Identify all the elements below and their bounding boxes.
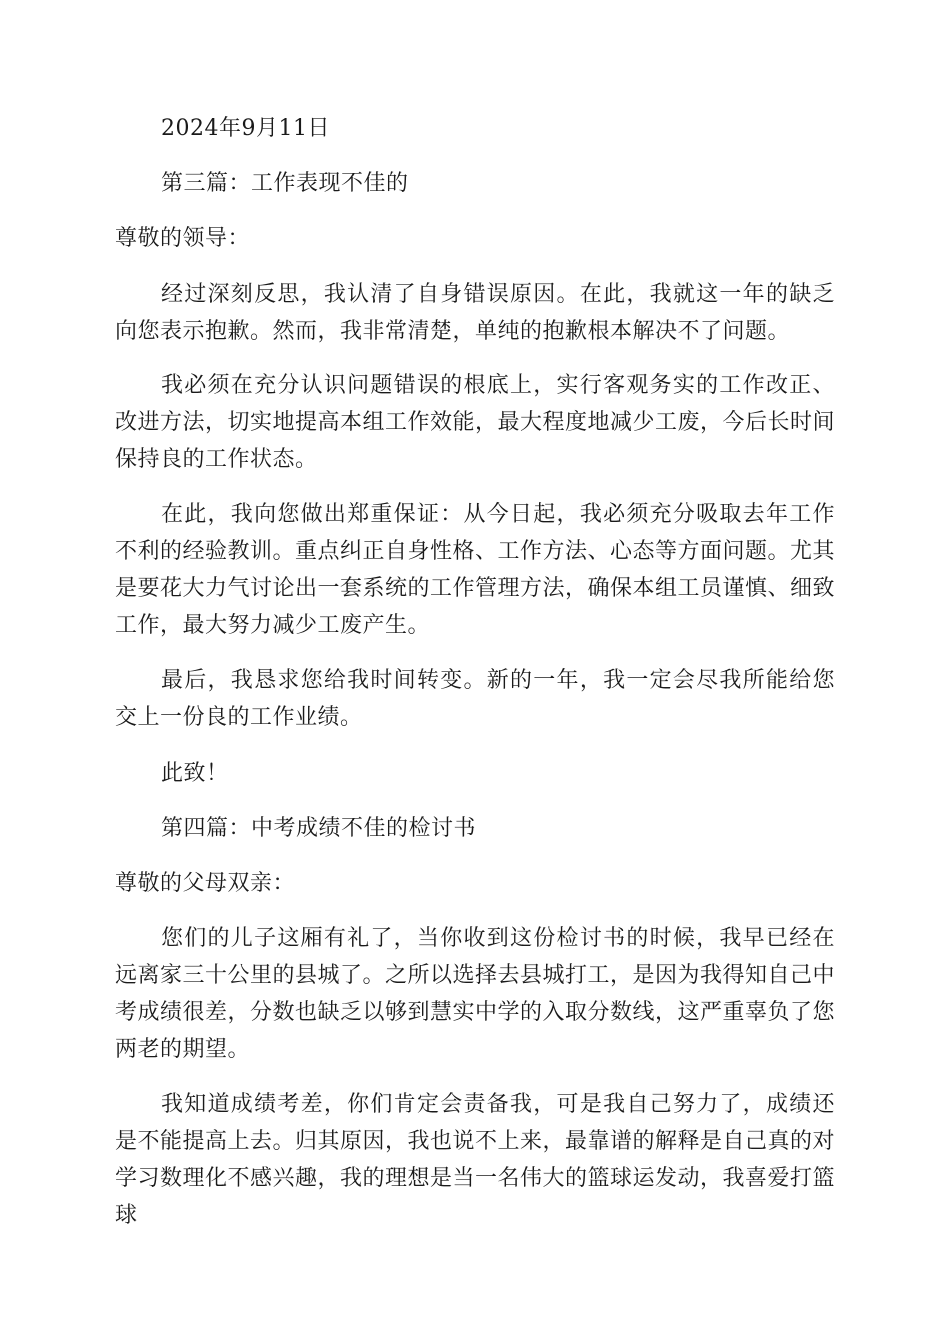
document-date: 2024年9月11日 (161, 116, 330, 141)
section3-paragraph-1: 经过深刻反思，我认清了自身错误原因。在此，我就这一年的缺乏向您表示抱歉。然而，我非常清楚，单纯的抱歉根本解决不了问题。 (115, 282, 835, 344)
section3-title: 第三篇：工作表现不佳的 (161, 171, 409, 196)
section4-paragraph-2: 我知道成绩考差，你们肯定会责备我，可是我自己努力了，成绩还是不能提高上去。归其原因，我也说不上来，最靠谱的解释是自己真的对学习数理化不感兴趣，我的理想是当一名伟大的篮球运发动，我喜爱打篮球 (115, 1092, 836, 1228)
section3-paragraph-4: 最后，我恳求您给我时间转变。新的一年，我一定会尽我所能给您交上一份良的工作业绩。 (115, 668, 835, 730)
section3-salutation: 尊敬的领导： (115, 226, 251, 251)
section3-closing: 此致！ (161, 761, 229, 786)
section4-salutation: 尊敬的父母双亲： (115, 871, 296, 896)
section4-paragraph-1: 您们的儿子这厢有礼了，当你收到这份检讨书的时候，我早已经在远离家三十公里的县城了。之所以选择去县城打工，是因为我得知自己中考成绩很差，分数也缺乏以够到慧实中学的入取分数线，这严重辜负了您两老的期望。 (115, 926, 836, 1062)
section4-title: 第四篇：中考成绩不佳的检讨书 (161, 816, 477, 841)
section3-paragraph-3: 在此，我向您做出郑重保证：从今日起，我必须充分吸取去年工作不利的经验教训。重点纠正自身性格、工作方法、心态等方面问题。尤其是要花大力气讨论出一套系统的工作管理方法，确保本组工员谨慎、细致工作，最大努力减少工废产生。 (115, 502, 836, 638)
section3-paragraph-2: 我必须在充分认识问题错误的根底上，实行客观务实的工作改正、改进方法，切实地提高本组工作效能，最大程度地减少工废，今后长时间保持良的工作状态。 (115, 373, 836, 472)
